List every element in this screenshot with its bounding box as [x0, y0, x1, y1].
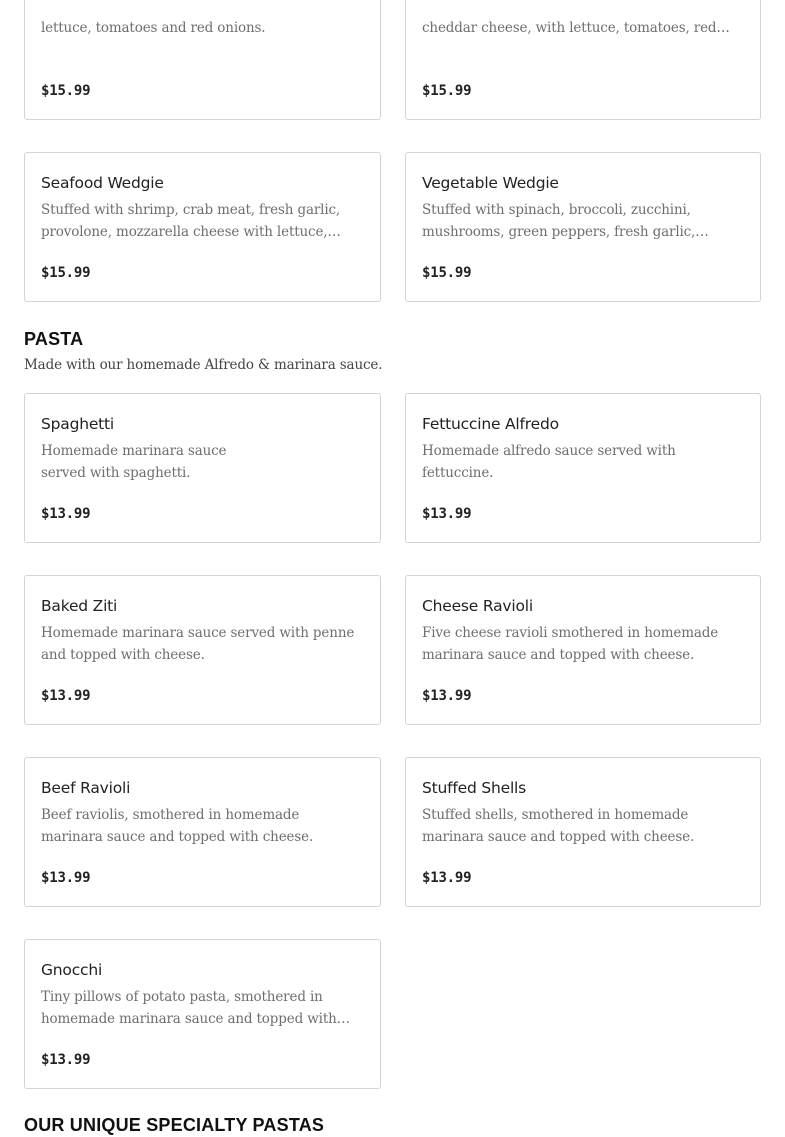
menu-item-price: $13.99: [41, 506, 91, 522]
menu-item-card-baked-ziti[interactable]: [24, 575, 381, 725]
menu-page: [24, 0, 761, 1137]
menu-item-price: $15.99: [422, 265, 472, 281]
specialty-section-header: [24, 1113, 761, 1137]
menu-item-description: Beef raviolis, smothered in homemade marinara sauce and topped with cheese.: [41, 807, 314, 845]
menu-item-price: $15.99: [422, 83, 472, 99]
menu-item-price: $15.99: [41, 265, 91, 281]
menu-item-description: Stuffed with spinach, broccoli, zucchini, mushrooms, green peppers, fresh garlic,…: [422, 202, 709, 240]
menu-item-description: cheddar cheese, with lettuce, tomatoes, red…: [422, 20, 730, 36]
menu-item-description: Stuffed shells, smothered in homemade marinara sauce and topped with cheese.: [422, 807, 695, 845]
menu-item-card-seafood-wedgie[interactable]: [24, 152, 381, 302]
menu-item-price: $15.99: [41, 83, 91, 99]
menu-item-card[interactable]: [405, 0, 761, 120]
menu-item-title: Fettuccine Alfredo: [422, 415, 559, 433]
menu-item-description: Tiny pillows of potato pasta, smothered in homemade marinara sauce and topped with…: [41, 989, 350, 1027]
menu-item-card-gnocchi[interactable]: [24, 939, 381, 1089]
menu-item-title: [41, 0, 364, 12]
menu-item-card[interactable]: [24, 0, 381, 120]
menu-item-card-vegetable-wedgie[interactable]: [405, 152, 761, 302]
menu-item-price: $13.99: [41, 688, 91, 704]
menu-item-title: Cheese Ravioli: [422, 597, 533, 615]
section-title: OUR UNIQUE SPECIALTY PASTAS: [24, 1115, 325, 1135]
menu-item-card-cheese-ravioli[interactable]: [405, 575, 761, 725]
menu-item-title: [422, 0, 744, 12]
menu-item-title: Spaghetti: [41, 415, 115, 433]
menu-item-price: $13.99: [422, 870, 472, 886]
menu-item-price: $13.99: [422, 688, 472, 704]
menu-item-description: Homemade marinara sauce served with penne and topped with cheese.: [41, 625, 355, 663]
menu-item-price: $13.99: [41, 870, 91, 886]
menu-item-price: $13.99: [422, 506, 472, 522]
menu-item-title: Gnocchi: [41, 961, 103, 979]
menu-item-description: Homemade marinara sauce served with spaghetti.: [41, 443, 227, 481]
menu-item-description: Stuffed with shrimp, crab meat, fresh garlic, provolone, mozzarella cheese with lettuce,…: [41, 202, 341, 240]
menu-item-description: lettuce, tomatoes and red onions.: [41, 20, 266, 36]
section-description: Made with our homemade Alfredo & marinara sauce.: [24, 357, 383, 373]
menu-item-card-beef-ravioli[interactable]: [24, 757, 381, 907]
menu-item-title: Beef Ravioli: [41, 779, 131, 797]
menu-item-price: $13.99: [41, 1052, 91, 1068]
menu-item-card-fettuccine-alfredo[interactable]: [405, 393, 761, 543]
menu-item-description: Homemade alfredo sauce served with fettuccine.: [422, 443, 676, 481]
menu-item-title: Stuffed Shells: [422, 779, 527, 797]
pasta-section-header: [24, 327, 761, 376]
menu-item-card-spaghetti[interactable]: [24, 393, 381, 543]
pasta-grid: [24, 393, 761, 1089]
section-title: PASTA: [24, 329, 84, 349]
menu-item-description: Five cheese ravioli smothered in homemade marinara sauce and topped with cheese.: [422, 625, 719, 663]
menu-item-title: Seafood Wedgie: [41, 174, 164, 192]
menu-item-title: Baked Ziti: [41, 597, 118, 615]
menu-item-card-stuffed-shells[interactable]: [405, 757, 761, 907]
menu-item-title: Vegetable Wedgie: [422, 174, 559, 192]
wedgie-grid: [24, 0, 761, 302]
